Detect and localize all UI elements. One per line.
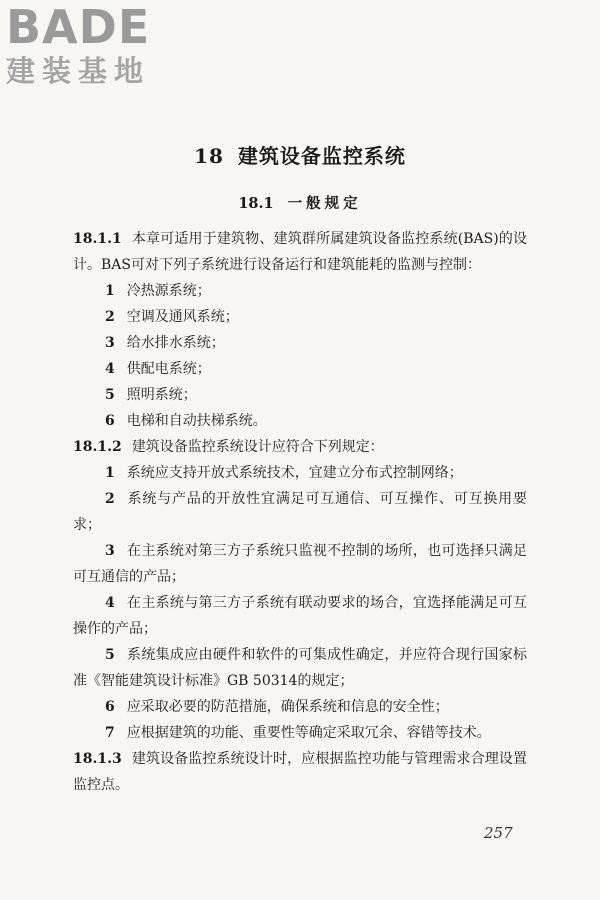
item-text: 系统应支持开放式系统技术，宜建立分布式控制网络；: [126, 465, 463, 481]
item-text: 应根据建筑的功能、重要性等确定采取冗余、容错等技术。: [126, 725, 491, 741]
list-item: [73, 694, 527, 720]
list-item: [73, 538, 527, 590]
list-item: [73, 486, 527, 538]
item-text: 系统与产品的开放性宜满足可互通信、可互操作、可互换用要求；: [73, 491, 527, 533]
list-item: [73, 304, 527, 330]
clause-text: 本章可适用于建筑物、建筑群所属建筑设备监控系统(BAS)的设计。BAS可对下列子系统进行设备运行和建筑能耗的监测与控制：: [73, 231, 527, 273]
section-title: [0, 192, 600, 213]
item-text: 在主系统对第三方子系统只监视不控制的场所，也可选择只满足可互通信的产品；: [73, 543, 527, 585]
item-text: 在主系统与第三方子系统有联动要求的场合，宜选择能满足可互操作的产品；: [73, 595, 527, 637]
clause-number: 18.1.2: [73, 439, 122, 455]
section-name: 一般规定: [287, 195, 362, 212]
item-number: 5: [105, 387, 115, 403]
logo-subtitle: 建装基地: [6, 54, 151, 88]
clause-number: 18.1.3: [73, 751, 122, 767]
list-item: [73, 590, 527, 642]
clause-text: 建筑设备监控系统设计时，应根据监控功能与管理需求合理设置监控点。: [73, 751, 527, 793]
clause-text: 建筑设备监控系统设计应符合下列规定：: [131, 439, 384, 455]
clause-18-1-2: [73, 434, 527, 460]
list-item: [73, 278, 527, 304]
clause-18-1-3: [73, 746, 527, 798]
item-text: 照明系统；: [126, 387, 197, 403]
list-item: [73, 720, 527, 746]
clause-number: 18.1.1: [73, 231, 122, 247]
item-text: 空调及通风系统；: [126, 309, 239, 325]
document-body: [73, 226, 527, 798]
item-number: 1: [105, 283, 115, 299]
list-item: [73, 642, 527, 694]
item-number: 2: [105, 309, 115, 325]
item-number: 1: [105, 465, 115, 481]
list-item: [73, 382, 527, 408]
item-text: 给水排水系统；: [126, 335, 225, 351]
item-number: 4: [105, 361, 115, 377]
section-number: 18.1: [238, 195, 274, 212]
item-number: 2: [105, 491, 115, 507]
item-number: 3: [105, 543, 115, 559]
list-item: [73, 408, 527, 434]
item-text: 应采取必要的防范措施，确保系统和信息的安全性；: [126, 699, 449, 715]
list-item: [73, 356, 527, 382]
item-text: 供配电系统；: [126, 361, 211, 377]
item-text: 系统集成应由硬件和软件的可集成性确定，并应符合现行国家标准《智能建筑设计标准》GB 50314的规定；: [73, 647, 527, 689]
page-number: 257: [484, 824, 513, 842]
chapter-title: [0, 140, 600, 169]
item-text: 电梯和自动扶梯系统。: [126, 413, 267, 429]
item-number: 3: [105, 335, 115, 351]
item-number: 6: [105, 413, 115, 429]
item-number: 5: [105, 647, 115, 663]
chapter-name: 建筑设备监控系统: [237, 144, 406, 168]
chapter-number: 18: [194, 144, 224, 168]
item-number: 7: [105, 725, 115, 741]
item-number: 4: [105, 595, 115, 611]
item-number: 6: [105, 699, 115, 715]
list-item: [73, 460, 527, 486]
bade-logo: [6, 2, 176, 88]
logo-brand: BADE: [6, 0, 151, 54]
clause-18-1-1: [73, 226, 527, 278]
item-text: 冷热源系统；: [126, 283, 211, 299]
list-item: [73, 330, 527, 356]
